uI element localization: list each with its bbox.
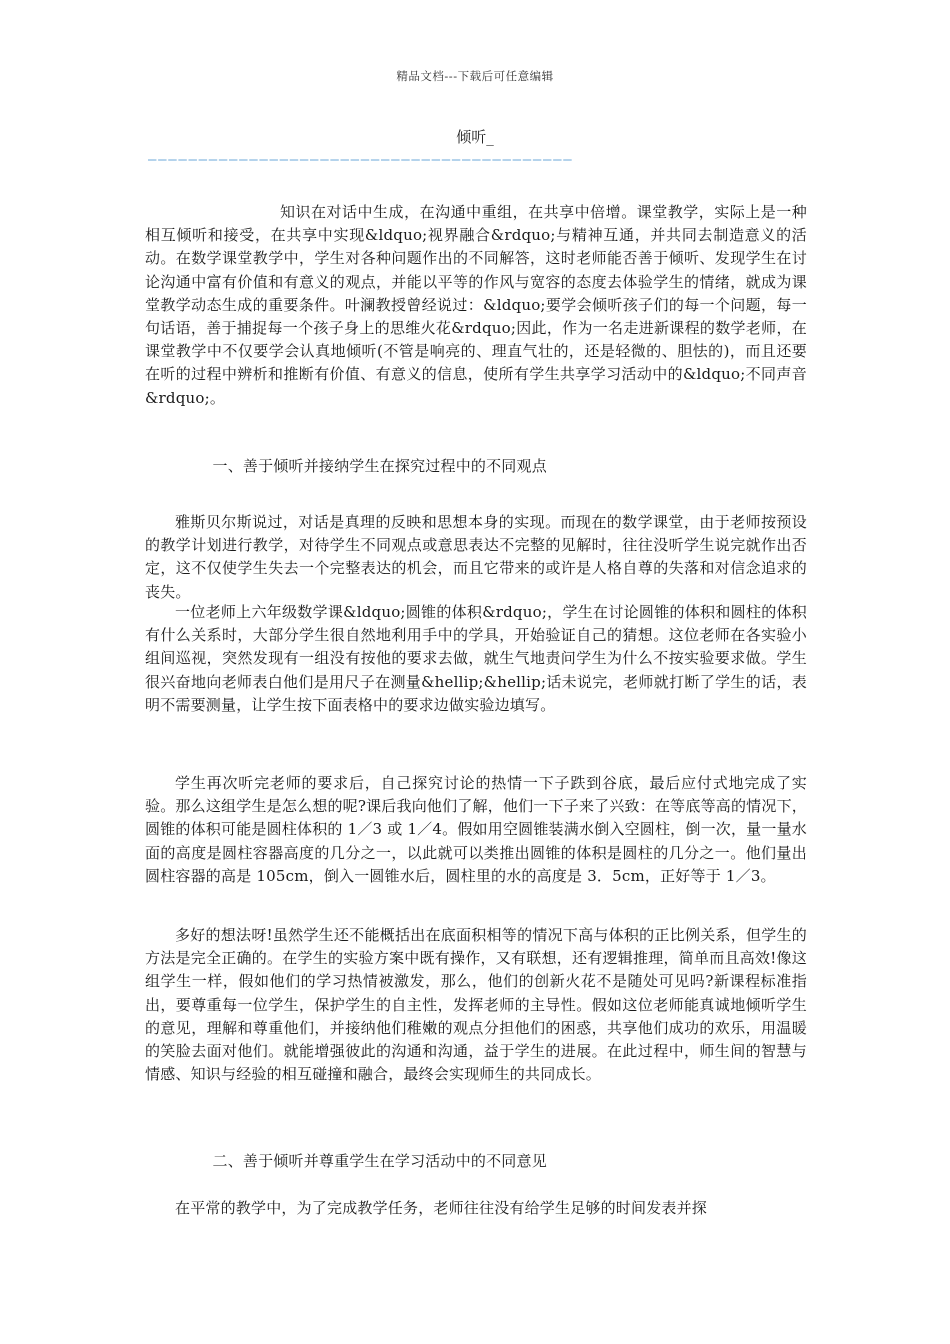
section-heading-1-block <box>145 455 807 478</box>
section-1-paragraph-4-block <box>145 924 807 1086</box>
intro-paragraph: 知识在对话中生成，在沟通中重组，在共享中倍增。课堂教学，实际上是一种相互倾听和接受，在共享中实现&ldquo;视界融合&rdquo;与精神互通，并共同去制造意义的活动。在数学课堂教学中，学生对各种问题作出的不同解答，这时老师能否善于倾听、发现学生在讨论沟通中富有价值和有意义的观点，并能以平等的作风与宽容的态度去体验学生的情绪，就成为课堂教学动态生成的重要条件。叶澜教授曾经说过：&ldquo;要学会倾听孩子们的每一个问题，每一句话语，善于捕捉每一个孩子身上的思维火花&rdquo;因此，作为一名走进新课程的数学老师，在课堂教学中不仅要学会认真地倾听(不管是响亮的、理直气壮的，还是轻微的、胆怯的)，而且还要在听的过程中辨析和推断有价值、有意义的信息，使所有学生共享学习活动中的&ldquo;不同声音&rdquo;。 <box>145 203 807 407</box>
intro-paragraph-block <box>145 201 807 410</box>
section-1-paragraph-3-block <box>145 772 807 888</box>
section-heading-2: 二、善于倾听并尊重学生在学习活动中的不同意见 <box>212 1152 547 1170</box>
section-1-paragraph-2-block <box>145 601 807 717</box>
section-1-paragraph-3: 学生再次听完老师的要求后，自己探究讨论的热情一下子跌到谷底，最后应付式地完成了实验。那么这组学生是怎么想的呢?课后我向他们了解，他们一下子来了兴致：在等底等高的情况下，圆锥的体积可能是圆柱体积的 1／3 或 1／4。假如用空圆锥装满水倒入空圆柱，倒一次，量一量水面的高度是圆柱容器高度的几分之一，以此就可以类推出圆锥的体积是圆柱的几分之一。他们量出圆柱容器的高是 105cm，倒入一圆锥水后，圆柱里的水的高度是 3．5cm，正好等于 1／3。 <box>145 774 807 885</box>
section-1-paragraph-1: 雅斯贝尔斯说过，对话是真理的反映和思想本身的实现。而现在的数学课堂，由于老师按预设的教学计划进行教学，对待学生不同观点或意思表达不完整的见解时，往往没听学生说完就作出否定，这不仅使学生失去一个完整表达的机会，而且它带来的或许是人格自尊的失落和对信念追求的丧失。 <box>145 513 807 601</box>
section-2-paragraph-1-block <box>145 1197 807 1220</box>
section-2-paragraph-1: 在平常的教学中，为了完成教学任务，老师往往没有给学生足够的时间发表并探 <box>175 1199 708 1217</box>
section-heading-1: 一、善于倾听并接纳学生在探究过程中的不同观点 <box>212 457 547 475</box>
section-1-paragraph-1-block <box>145 511 807 604</box>
title-divider: —————————————————————————————————————————— <box>148 153 574 167</box>
section-1-paragraph-4: 多好的想法呀!虽然学生还不能概括出在底面积相等的情况下高与体积的正比例关系，但学生的方法是完全正确的。在学生的实验方案中既有操作，又有联想，还有逻辑推理，简单而且高效!像这组学生一样，假如他们的学习热情被激发，那么，他们的创新火花不是随处可见吗?新课程标准指出，要尊重每一位学生，保护学生的自主性，发挥老师的主导性。假如这位老师能真诚地倾听学生的意见，理解和尊重他们，并接纳他们稚嫩的观点分担他们的困惑，共享他们成功的欢乐，用温暖的笑脸去面对他们。就能增强彼此的沟通和沟通，益于学生的进展。在此过程中，师生间的智慧与情感、知识与经验的相互碰撞和融合，最终会实现师生的共同成长。 <box>145 926 807 1084</box>
section-1-paragraph-2: 一位老师上六年级数学课&ldquo;圆锥的体积&rdquo;，学生在讨论圆锥的体积和圆柱的体积有什么关系时，大部分学生很自然地利用手中的学具，开始验证自己的猜想。这位老师在各实验小组间巡视，突然发现有一组没有按他的要求去做，就生气地责问学生为什么不按实验要求做。学生很兴奋地向老师表白他们是用尺子在测量&hellip;&hellip;话未说完，老师就打断了学生的话，表明不需要测量，让学生按下面表格中的要求边做实验边填写。 <box>145 603 807 714</box>
document-title: 倾听_ <box>456 128 494 146</box>
header-note: 精品文档---下载后可任意编辑 <box>396 69 554 83</box>
section-heading-2-block <box>145 1150 807 1173</box>
